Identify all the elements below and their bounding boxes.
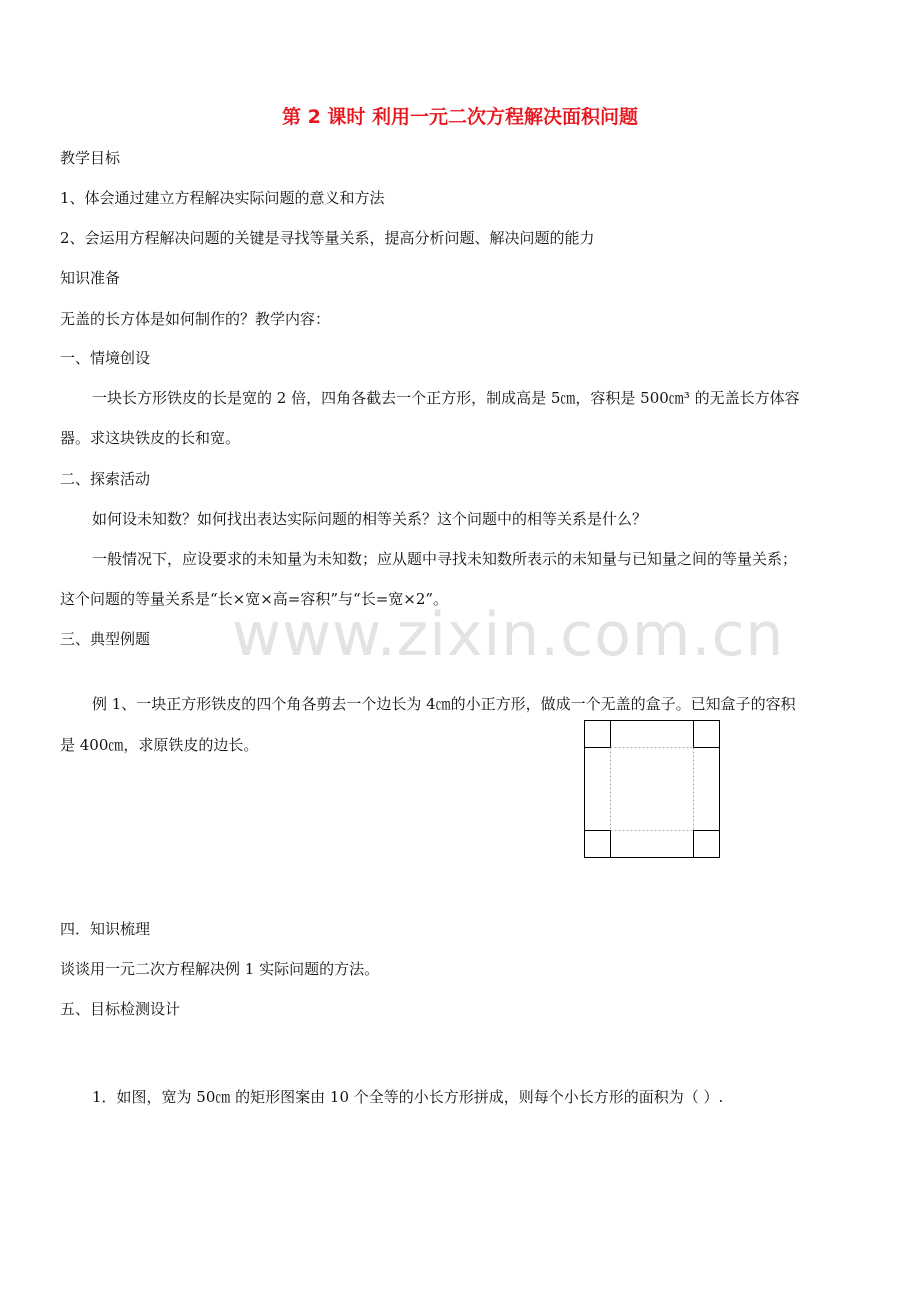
fold-lines [611,748,694,831]
goal-2: 2、会运用方程解决问题的关键是寻找等量关系，提高分析问题、解决问题的能力 [60,229,595,247]
section-situation: 一、情境创设 [60,349,151,367]
corner-square-top-left [585,721,611,748]
section-knowledge-prep: 知识准备 [60,269,121,287]
square-sheet-figure [584,720,720,858]
section-summary: 四．知识梳理 [60,920,151,938]
watermark: www.zixin.com.cn [232,600,785,670]
section-assessment: 五、目标检测设计 [60,1000,181,1018]
example-1-text-2: 是 400㎝，求原铁皮的边长。 [60,736,259,754]
situation-text-2: 器。求这块铁皮的长和宽。 [60,429,241,447]
section-teaching-goals: 教学目标 [60,149,121,167]
corner-square-bottom-right [694,831,720,858]
assessment-question-1: 1．如图，宽为 50㎝ 的矩形图案由 10 个全等的小长方形拼成，则每个小长方形的面积为（ ）. [92,1088,724,1106]
sheet-outline [585,721,720,858]
explore-text-1: 一般情况下，应设要求的未知量为未知数；应从题中寻找未知数所表示的未知量与已知量之间的等量关系； [92,550,798,568]
corner-square-bottom-left [585,831,611,858]
example-1-text-1: 例 1、一块正方形铁皮的四个角各剪去一个边长为 4㎝的小正方形，做成一个无盖的盒子。已知盒子的容积 [92,695,796,713]
summary-text: 谈谈用一元二次方程解决例 1 实际问题的方法。 [60,960,380,978]
prep-question: 无盖的长方体是如何制作的？教学内容： [60,310,331,328]
section-explore: 二、探索活动 [60,470,151,488]
section-examples: 三、典型例题 [60,630,151,648]
page-title: 第 2 课时 利用一元二次方程解决面积问题 [281,106,639,128]
situation-text-1: 一块长方形铁皮的长是宽的 2 倍，四角各截去一个正方形，制成高是 5㎝，容积是 500㎝³ 的无盖长方体容 [92,389,800,407]
goal-1: 1、体会通过建立方程解决实际问题的意义和方法 [60,189,385,207]
explore-text-2: 这个问题的等量关系是“长×宽×高=容积”与“长=宽×2”。 [60,590,449,608]
explore-question: 如何设未知数？如何找出表达实际问题的相等关系？这个问题中的相等关系是什么？ [92,510,648,528]
corner-square-top-right [694,721,720,748]
